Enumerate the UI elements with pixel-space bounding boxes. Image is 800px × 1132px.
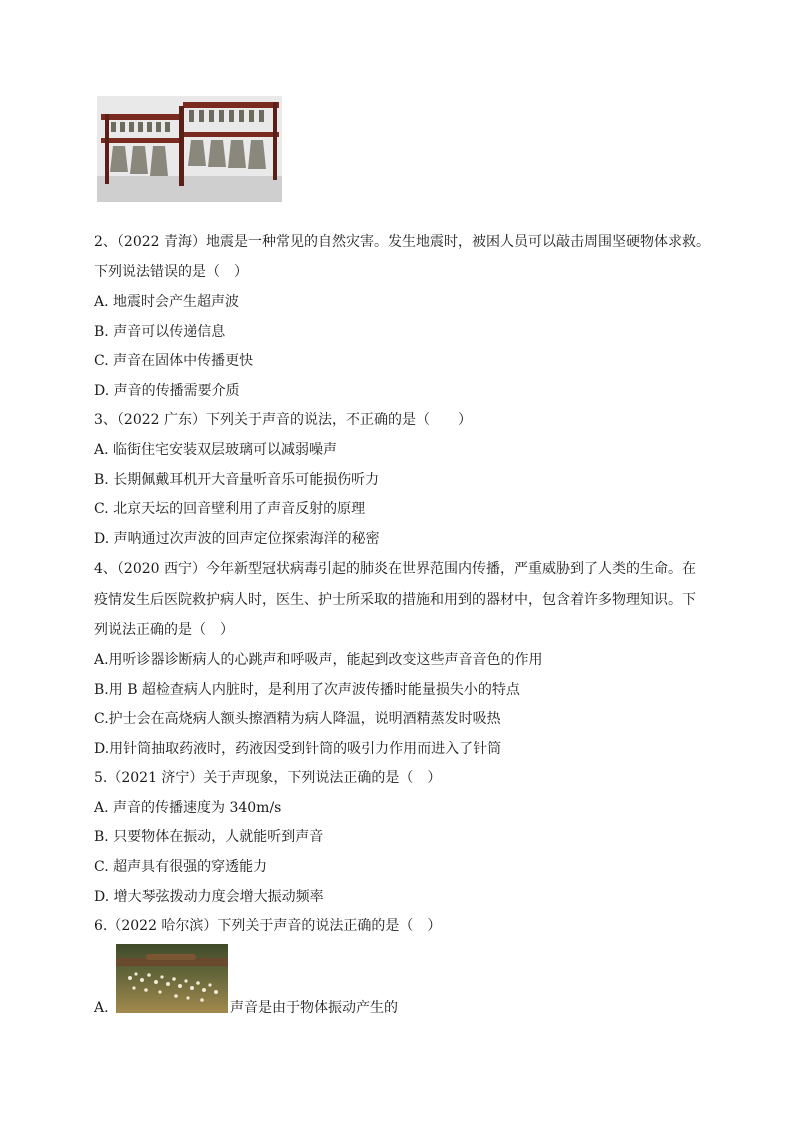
q4-option-a: A.用听诊器诊断病人的心跳声和呼吸声，能起到改变这些声音音色的作用 [94,652,543,668]
q4-stem-line3: 列说法正确的是（ ） [94,622,234,638]
q6-stem: 6.（2022 哈尔滨）下列关于声音的说法正确的是（ ） [94,918,442,934]
q5-stem: 5.（2021 济宁）关于声现象，下列说法正确的是（ ） [94,770,442,786]
q2-option-c: C. 声音在固体中传播更快 [94,353,254,369]
q2-option-d: D. 声音的传播需要介质 [94,383,240,399]
q3-option-c: C. 北京天坛的回音壁利用了声音反射的原理 [94,501,366,517]
q5-option-d: D. 增大琴弦拨动力度会增大振动频率 [94,889,324,905]
q3-stem: 3、（2022 广东）下列关于声音的说法，不正确的是（ ） [94,412,472,428]
q4-stem-line2: 疫情发生后医院救护病人时，医生、护士所采取的措施和用到的器材中，包含着许多物理知识。下 [94,592,696,608]
q4-option-c: C.护士会在高烧病人额头擦酒精为病人降温，说明酒精蒸发时吸热 [94,711,501,727]
q5-option-b: B. 只要物体在振动，人就能听到声音 [94,829,324,845]
drum-beads-image [116,944,228,1013]
q2-option-a: A. 地震时会产生超声波 [94,294,240,310]
q5-option-a: A. 声音的传播速度为 340m/s [94,800,282,816]
q6-option-a-text: 声音是由于物体振动产生的 [230,1000,398,1016]
q3-option-d: D. 声呐通过次声波的回声定位探索海洋的秘密 [94,531,380,547]
q3-option-a: A. 临街住宅安装双层玻璃可以减弱噪声 [94,442,338,458]
q4-option-d: D.用针筒抽取药液时，药液因受到针筒的吸引力作用而进入了针筒 [94,741,502,757]
q5-option-c: C. 超声具有很强的穿透能力 [94,859,268,875]
q4-stem-line1: 4、（2020 西宁）今年新型冠状病毒引起的肺炎在世界范围内传播，严重威胁到了人类的生命。在 [94,561,696,577]
q2-option-b: B. 声音可以传递信息 [94,324,226,340]
q2-stem-line2: 下列说法错误的是（ ） [94,264,248,280]
q6-option-a-label: A. [94,1000,109,1016]
q2-stem-line1: 2、（2022 青海）地震是一种常见的自然灾害。发生地震时，被困人员可以敲击周围坚硬物体求救。 [94,234,710,250]
bianzhong-bells-image [97,96,282,202]
q4-option-b: B.用 B 超检查病人内脏时，是利用了次声波传播时能量损失小的特点 [94,682,520,698]
q3-option-b: B. 长期佩戴耳机开大音量听音乐可能损伤听力 [94,472,380,488]
